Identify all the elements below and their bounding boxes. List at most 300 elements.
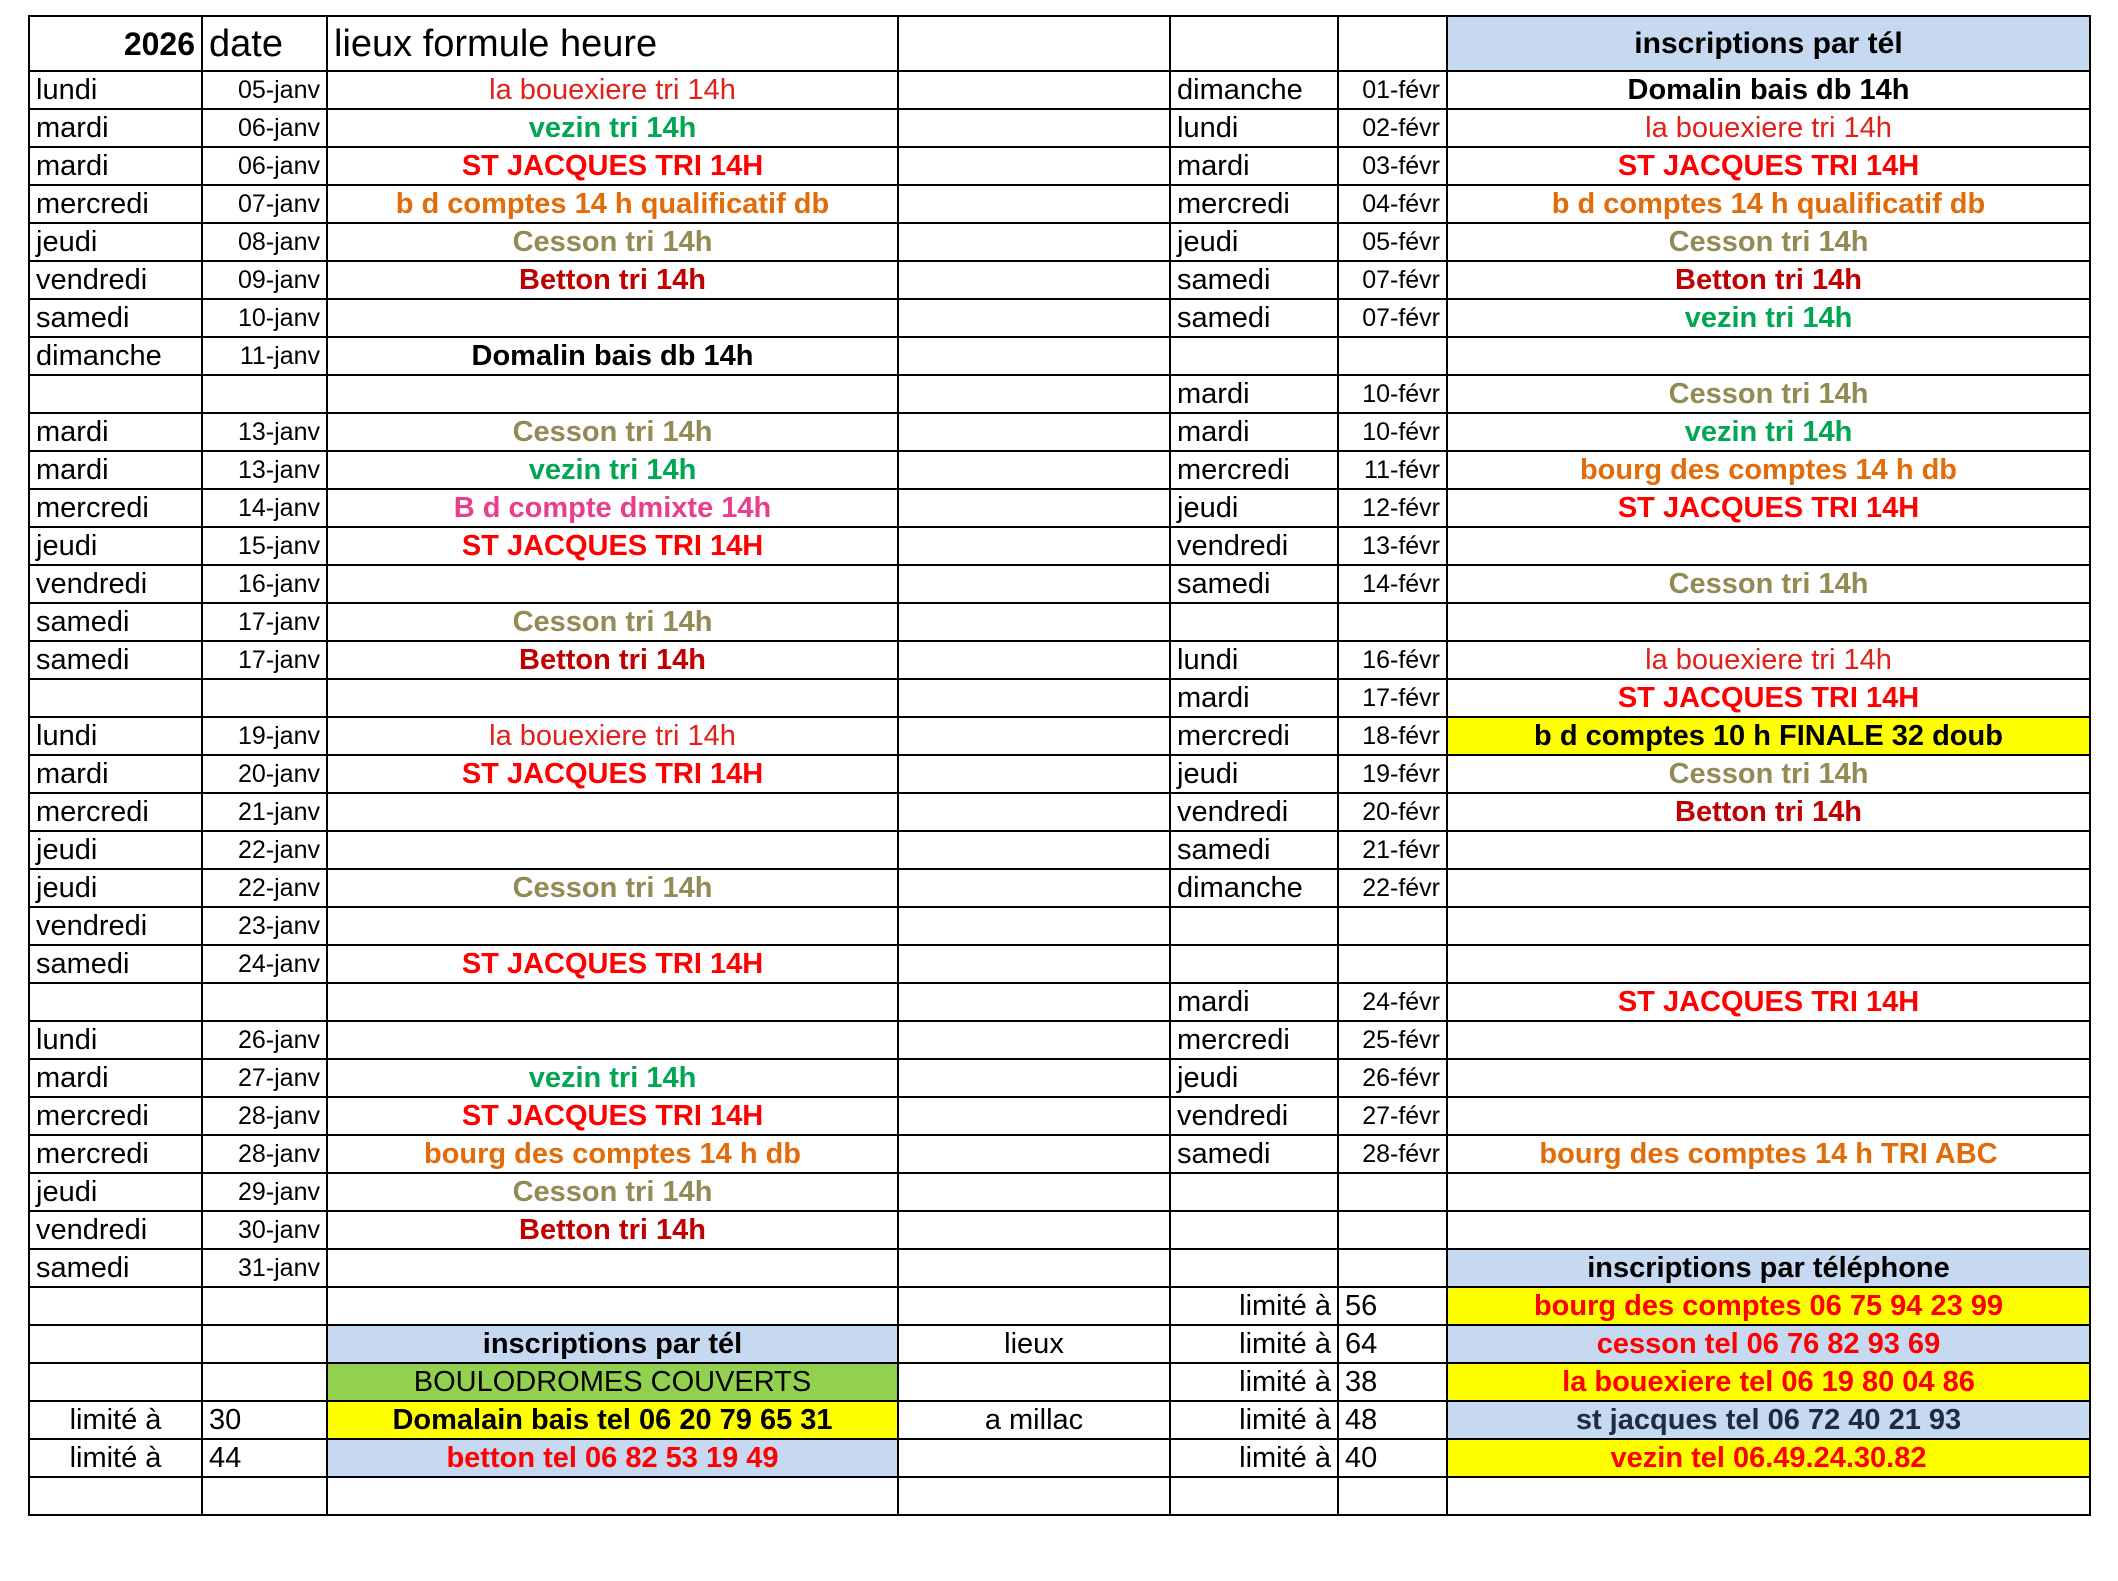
jan-day-cell: jeudi <box>29 869 202 907</box>
jan-event-cell: vezin tri 14h <box>327 451 898 489</box>
schedule-row <box>29 1249 2090 1287</box>
jan-day-cell: samedi <box>29 603 202 641</box>
feb-event-cell: inscriptions par téléphone <box>1447 1249 2090 1287</box>
location-note: lieux <box>898 1325 1170 1363</box>
jan-event-cell <box>327 983 898 1021</box>
limit-label: limité à <box>1170 1439 1338 1477</box>
feb-event-cell: ST JACQUES TRI 14H <box>1447 147 2090 185</box>
jan-event-cell: vezin tri 14h <box>327 1059 898 1097</box>
empty-cell <box>898 1211 1170 1249</box>
empty-cell <box>898 185 1170 223</box>
jan-day-cell: samedi <box>29 641 202 679</box>
jan-event-cell <box>327 375 898 413</box>
jan-event-cell <box>327 679 898 717</box>
schedule-row <box>29 413 2090 451</box>
jan-event-cell: B d compte dmixte 14h <box>327 489 898 527</box>
jan-date-cell <box>202 679 327 717</box>
schedule-row <box>29 261 2090 299</box>
jan-date-cell: 19-janv <box>202 717 327 755</box>
feb-event-cell <box>1447 337 2090 375</box>
limit-value: 44 <box>202 1439 327 1477</box>
feb-day-cell: dimanche <box>1170 869 1338 907</box>
empty-cell <box>898 261 1170 299</box>
jan-day-cell: mardi <box>29 1059 202 1097</box>
limit-value: 40 <box>1338 1439 1447 1477</box>
feb-date-cell: 28-févr <box>1338 1135 1447 1173</box>
feb-day-cell: mercredi <box>1170 1021 1338 1059</box>
feb-day-cell: lundi <box>1170 641 1338 679</box>
feb-date-cell <box>1338 1173 1447 1211</box>
jan-date-cell: 16-janv <box>202 565 327 603</box>
schedule-row <box>29 489 2090 527</box>
empty-cell <box>1338 1477 1447 1515</box>
jan-day-cell: vendredi <box>29 907 202 945</box>
feb-date-cell: 04-févr <box>1338 185 1447 223</box>
jan-day-cell: vendredi <box>29 565 202 603</box>
jan-date-cell: 13-janv <box>202 451 327 489</box>
jan-event-cell <box>327 907 898 945</box>
empty-cell <box>898 565 1170 603</box>
jan-day-cell: lundi <box>29 717 202 755</box>
feb-event-cell: la bouexiere tri 14h <box>1447 109 2090 147</box>
empty-cell <box>898 1287 1170 1325</box>
footer-row <box>29 1439 2090 1477</box>
feb-date-cell: 21-févr <box>1338 831 1447 869</box>
feb-date-cell: 14-févr <box>1338 565 1447 603</box>
footer-row <box>29 1325 2090 1363</box>
schedule-row <box>29 907 2090 945</box>
feb-date-cell: 03-févr <box>1338 147 1447 185</box>
jan-date-cell: 17-janv <box>202 641 327 679</box>
schedule-table <box>28 15 2091 1516</box>
feb-event-cell <box>1447 527 2090 565</box>
jan-event-cell <box>327 1249 898 1287</box>
empty-cell <box>898 907 1170 945</box>
feb-date-cell <box>1338 1211 1447 1249</box>
feb-day-cell: mardi <box>1170 375 1338 413</box>
schedule-row <box>29 1097 2090 1135</box>
limit-label: limité à <box>1170 1401 1338 1439</box>
feb-date-cell <box>1338 945 1447 983</box>
feb-event-cell <box>1447 907 2090 945</box>
jan-event-cell <box>327 565 898 603</box>
empty-cell <box>898 299 1170 337</box>
empty-cell <box>29 1363 202 1401</box>
feb-day-cell <box>1170 1211 1338 1249</box>
jan-day-cell: jeudi <box>29 1173 202 1211</box>
jan-date-cell: 10-janv <box>202 299 327 337</box>
empty-cell <box>898 1439 1170 1477</box>
schedule-row <box>29 1059 2090 1097</box>
empty-cell <box>202 1477 327 1515</box>
empty-cell <box>898 109 1170 147</box>
feb-day-cell: vendredi <box>1170 793 1338 831</box>
schedule-row <box>29 147 2090 185</box>
jan-date-cell: 22-janv <box>202 869 327 907</box>
footer-row <box>29 1287 2090 1325</box>
jan-date-cell: 06-janv <box>202 147 327 185</box>
feb-date-cell: 13-févr <box>1338 527 1447 565</box>
jan-date-cell <box>202 983 327 1021</box>
date-header: date <box>202 16 327 71</box>
limit-label: limité à <box>1170 1363 1338 1401</box>
jan-date-cell <box>202 375 327 413</box>
footer-row <box>29 1401 2090 1439</box>
jan-event-cell: Cesson tri 14h <box>327 413 898 451</box>
feb-date-cell: 17-févr <box>1338 679 1447 717</box>
feb-event-cell <box>1447 1097 2090 1135</box>
empty-cell <box>898 1097 1170 1135</box>
feb-day-cell <box>1170 1249 1338 1287</box>
feb-event-cell <box>1447 1021 2090 1059</box>
feb-event-cell: Betton tri 14h <box>1447 793 2090 831</box>
jan-day-cell <box>29 375 202 413</box>
contact-cell: bourg des comptes 06 75 94 23 99 <box>1447 1287 2090 1325</box>
feb-event-cell <box>1447 869 2090 907</box>
feb-event-cell <box>1447 1059 2090 1097</box>
feb-date-cell: 20-févr <box>1338 793 1447 831</box>
empty-cell <box>898 1021 1170 1059</box>
jan-event-cell: ST JACQUES TRI 14H <box>327 1097 898 1135</box>
jan-day-cell: mercredi <box>29 1135 202 1173</box>
jan-date-cell: 08-janv <box>202 223 327 261</box>
feb-event-cell: Cesson tri 14h <box>1447 755 2090 793</box>
feb-day-cell: samedi <box>1170 1135 1338 1173</box>
feb-date-cell: 16-févr <box>1338 641 1447 679</box>
schedule-row <box>29 755 2090 793</box>
jan-day-cell <box>29 983 202 1021</box>
empty-cell <box>898 223 1170 261</box>
feb-day-cell: lundi <box>1170 109 1338 147</box>
feb-event-cell: bourg des comptes 14 h TRI ABC <box>1447 1135 2090 1173</box>
empty-cell <box>898 831 1170 869</box>
empty-cell <box>898 413 1170 451</box>
jan-date-cell: 28-janv <box>202 1097 327 1135</box>
jan-event-cell: la bouexiere tri 14h <box>327 71 898 109</box>
jan-day-cell: mercredi <box>29 1097 202 1135</box>
feb-date-cell <box>1338 337 1447 375</box>
schedule-row <box>29 945 2090 983</box>
jan-event-cell: Betton tri 14h <box>327 261 898 299</box>
feb-date-cell: 05-févr <box>1338 223 1447 261</box>
empty-cell <box>898 641 1170 679</box>
jan-event-cell: ST JACQUES TRI 14H <box>327 147 898 185</box>
schedule-row <box>29 869 2090 907</box>
schedule-row <box>29 831 2090 869</box>
contact-cell: betton tel 06 82 53 19 49 <box>327 1439 898 1477</box>
jan-event-cell: Cesson tri 14h <box>327 869 898 907</box>
schedule-row <box>29 1211 2090 1249</box>
empty-cell <box>29 1325 202 1363</box>
jan-day-cell: jeudi <box>29 223 202 261</box>
feb-date-cell <box>1338 603 1447 641</box>
jan-day-cell <box>29 679 202 717</box>
jan-day-cell: vendredi <box>29 261 202 299</box>
empty-cell <box>898 489 1170 527</box>
empty-cell <box>898 1135 1170 1173</box>
empty-cell <box>898 1477 1170 1515</box>
empty-cell <box>898 451 1170 489</box>
jan-event-cell: Cesson tri 14h <box>327 1173 898 1211</box>
jan-date-cell: 30-janv <box>202 1211 327 1249</box>
feb-date-cell <box>1338 1249 1447 1287</box>
jan-date-cell: 13-janv <box>202 413 327 451</box>
limit-label: limité à <box>29 1401 202 1439</box>
empty-cell <box>1170 1477 1338 1515</box>
schedule-row <box>29 1021 2090 1059</box>
feb-event-cell: ST JACQUES TRI 14H <box>1447 983 2090 1021</box>
feb-date-cell: 10-févr <box>1338 413 1447 451</box>
limit-value: 56 <box>1338 1287 1447 1325</box>
empty-cell <box>202 1325 327 1363</box>
jan-day-cell: lundi <box>29 1021 202 1059</box>
feb-day-cell: vendredi <box>1170 527 1338 565</box>
jan-date-cell: 29-janv <box>202 1173 327 1211</box>
jan-event-cell: ST JACQUES TRI 14H <box>327 945 898 983</box>
feb-day-cell <box>1170 603 1338 641</box>
jan-day-cell: mardi <box>29 451 202 489</box>
jan-day-cell: mardi <box>29 413 202 451</box>
feb-day-cell <box>1170 1173 1338 1211</box>
feb-day-cell: jeudi <box>1170 1059 1338 1097</box>
schedule-row <box>29 109 2090 147</box>
feb-day-cell <box>1170 907 1338 945</box>
jan-day-cell: mercredi <box>29 489 202 527</box>
schedule-row <box>29 337 2090 375</box>
empty-cell <box>898 1363 1170 1401</box>
empty-cell <box>898 755 1170 793</box>
jan-day-cell: mercredi <box>29 185 202 223</box>
schedule-row <box>29 1173 2090 1211</box>
contact-cell: vezin tel 06.49.24.30.82 <box>1447 1439 2090 1477</box>
jan-event-cell: ST JACQUES TRI 14H <box>327 527 898 565</box>
limit-value: 38 <box>1338 1363 1447 1401</box>
empty-cell <box>898 1249 1170 1287</box>
feb-event-cell <box>1447 1173 2090 1211</box>
jan-event-cell: bourg des comptes 14 h db <box>327 1135 898 1173</box>
jan-event-cell <box>327 299 898 337</box>
schedule-row <box>29 565 2090 603</box>
header-row <box>29 16 2090 71</box>
jan-event-cell: Domalin bais db 14h <box>327 337 898 375</box>
feb-event-cell: vezin tri 14h <box>1447 299 2090 337</box>
feb-day-cell <box>1170 945 1338 983</box>
jan-day-cell: mardi <box>29 755 202 793</box>
feb-event-cell: b d comptes 14 h qualificatif db <box>1447 185 2090 223</box>
schedule-row <box>29 1135 2090 1173</box>
empty-cell <box>1338 16 1447 71</box>
jan-day-cell: dimanche <box>29 337 202 375</box>
empty-cell <box>1170 16 1338 71</box>
jan-date-cell: 24-janv <box>202 945 327 983</box>
empty-cell <box>202 1363 327 1401</box>
jan-event-cell <box>327 793 898 831</box>
empty-cell <box>327 1287 898 1325</box>
jan-day-cell: mardi <box>29 109 202 147</box>
jan-date-cell: 09-janv <box>202 261 327 299</box>
jan-day-cell: samedi <box>29 1249 202 1287</box>
empty-cell <box>898 679 1170 717</box>
feb-date-cell: 07-févr <box>1338 299 1447 337</box>
feb-date-cell: 24-févr <box>1338 983 1447 1021</box>
feb-day-cell: jeudi <box>1170 755 1338 793</box>
empty-cell <box>898 945 1170 983</box>
feb-date-cell: 27-févr <box>1338 1097 1447 1135</box>
jan-day-cell: mardi <box>29 147 202 185</box>
feb-date-cell: 02-févr <box>1338 109 1447 147</box>
empty-cell <box>29 1287 202 1325</box>
feb-day-cell: mardi <box>1170 413 1338 451</box>
contact-cell: Domalain bais tel 06 20 79 65 31 <box>327 1401 898 1439</box>
jan-date-cell: 15-janv <box>202 527 327 565</box>
jan-event-cell: la bouexiere tri 14h <box>327 717 898 755</box>
limit-value: 64 <box>1338 1325 1447 1363</box>
schedule-row <box>29 527 2090 565</box>
jan-event-cell: b d comptes 14 h qualificatif db <box>327 185 898 223</box>
feb-event-cell: Cesson tri 14h <box>1447 375 2090 413</box>
feb-day-cell: mercredi <box>1170 451 1338 489</box>
feb-event-cell: b d comptes 10 h FINALE 32 doub <box>1447 717 2090 755</box>
empty-cell <box>202 1287 327 1325</box>
jan-event-cell: ST JACQUES TRI 14H <box>327 755 898 793</box>
jan-date-cell: 26-janv <box>202 1021 327 1059</box>
jan-date-cell: 17-janv <box>202 603 327 641</box>
feb-date-cell: 18-févr <box>1338 717 1447 755</box>
jan-date-cell: 06-janv <box>202 109 327 147</box>
feb-event-cell: Cesson tri 14h <box>1447 223 2090 261</box>
empty-cell <box>898 337 1170 375</box>
jan-date-cell: 05-janv <box>202 71 327 109</box>
empty-cell <box>1447 1477 2090 1515</box>
location-header: lieux formule heure <box>327 16 898 71</box>
limit-label: limité à <box>29 1439 202 1477</box>
feb-event-cell: ST JACQUES TRI 14H <box>1447 489 2090 527</box>
feb-date-cell: 25-févr <box>1338 1021 1447 1059</box>
jan-date-cell: 28-janv <box>202 1135 327 1173</box>
jan-date-cell: 23-janv <box>202 907 327 945</box>
feb-day-cell: mercredi <box>1170 185 1338 223</box>
jan-day-cell: samedi <box>29 299 202 337</box>
jan-day-cell: vendredi <box>29 1211 202 1249</box>
feb-day-cell <box>1170 337 1338 375</box>
feb-day-cell: jeudi <box>1170 489 1338 527</box>
schedule-row <box>29 641 2090 679</box>
feb-date-cell: 01-févr <box>1338 71 1447 109</box>
schedule-row <box>29 603 2090 641</box>
empty-cell <box>898 527 1170 565</box>
empty-cell <box>29 1477 202 1515</box>
empty-cell <box>898 983 1170 1021</box>
empty-cell <box>898 793 1170 831</box>
jan-event-cell: vezin tri 14h <box>327 109 898 147</box>
feb-day-cell: mardi <box>1170 679 1338 717</box>
empty-cell <box>898 717 1170 755</box>
feb-event-cell <box>1447 945 2090 983</box>
jan-date-cell: 14-janv <box>202 489 327 527</box>
contact-cell: BOULODROMES COUVERTS <box>327 1363 898 1401</box>
jan-event-cell <box>327 831 898 869</box>
feb-date-cell: 12-févr <box>1338 489 1447 527</box>
limit-label: limité à <box>1170 1287 1338 1325</box>
jan-event-cell <box>327 1021 898 1059</box>
empty-cell <box>898 869 1170 907</box>
feb-date-cell: 26-févr <box>1338 1059 1447 1097</box>
jan-date-cell: 07-janv <box>202 185 327 223</box>
registration-header: inscriptions par tél <box>1447 16 2090 71</box>
jan-event-cell: Betton tri 14h <box>327 1211 898 1249</box>
feb-date-cell: 10-févr <box>1338 375 1447 413</box>
year-cell: 2026 <box>29 16 202 71</box>
feb-day-cell: dimanche <box>1170 71 1338 109</box>
feb-event-cell <box>1447 1211 2090 1249</box>
limit-label: limité à <box>1170 1325 1338 1363</box>
jan-day-cell: mercredi <box>29 793 202 831</box>
footer-row <box>29 1477 2090 1515</box>
schedule-row <box>29 793 2090 831</box>
schedule-row <box>29 983 2090 1021</box>
feb-date-cell: 19-févr <box>1338 755 1447 793</box>
jan-date-cell: 20-janv <box>202 755 327 793</box>
feb-event-cell: Betton tri 14h <box>1447 261 2090 299</box>
contact-cell: la bouexiere tel 06 19 80 04 86 <box>1447 1363 2090 1401</box>
schedule-row <box>29 375 2090 413</box>
empty-cell <box>898 1059 1170 1097</box>
feb-event-cell: Domalin bais db 14h <box>1447 71 2090 109</box>
feb-event-cell: Cesson tri 14h <box>1447 565 2090 603</box>
feb-day-cell: samedi <box>1170 261 1338 299</box>
feb-day-cell: samedi <box>1170 299 1338 337</box>
feb-day-cell: vendredi <box>1170 1097 1338 1135</box>
empty-cell <box>898 16 1170 71</box>
feb-day-cell: mardi <box>1170 983 1338 1021</box>
jan-day-cell: samedi <box>29 945 202 983</box>
feb-event-cell: vezin tri 14h <box>1447 413 2090 451</box>
jan-day-cell: lundi <box>29 71 202 109</box>
empty-cell <box>898 375 1170 413</box>
empty-cell <box>898 1173 1170 1211</box>
feb-day-cell: samedi <box>1170 831 1338 869</box>
contact-cell: cesson tel 06 76 82 93 69 <box>1447 1325 2090 1363</box>
schedule-row <box>29 299 2090 337</box>
empty-cell <box>898 603 1170 641</box>
jan-date-cell: 27-janv <box>202 1059 327 1097</box>
schedule-row <box>29 679 2090 717</box>
feb-date-cell: 07-févr <box>1338 261 1447 299</box>
feb-day-cell: mardi <box>1170 147 1338 185</box>
schedule-row <box>29 71 2090 109</box>
jan-event-cell: Cesson tri 14h <box>327 223 898 261</box>
feb-event-cell <box>1447 831 2090 869</box>
location-note: a millac <box>898 1401 1170 1439</box>
jan-day-cell: jeudi <box>29 831 202 869</box>
schedule-row <box>29 451 2090 489</box>
contact-cell: st jacques tel 06 72 40 21 93 <box>1447 1401 2090 1439</box>
feb-day-cell: jeudi <box>1170 223 1338 261</box>
jan-date-cell: 31-janv <box>202 1249 327 1287</box>
feb-date-cell: 22-févr <box>1338 869 1447 907</box>
schedule-row <box>29 223 2090 261</box>
jan-event-cell: Cesson tri 14h <box>327 603 898 641</box>
feb-date-cell: 11-févr <box>1338 451 1447 489</box>
feb-day-cell: mercredi <box>1170 717 1338 755</box>
feb-date-cell <box>1338 907 1447 945</box>
footer-row <box>29 1363 2090 1401</box>
feb-event-cell <box>1447 603 2090 641</box>
jan-date-cell: 21-janv <box>202 793 327 831</box>
jan-event-cell: Betton tri 14h <box>327 641 898 679</box>
empty-cell <box>898 147 1170 185</box>
jan-day-cell: jeudi <box>29 527 202 565</box>
